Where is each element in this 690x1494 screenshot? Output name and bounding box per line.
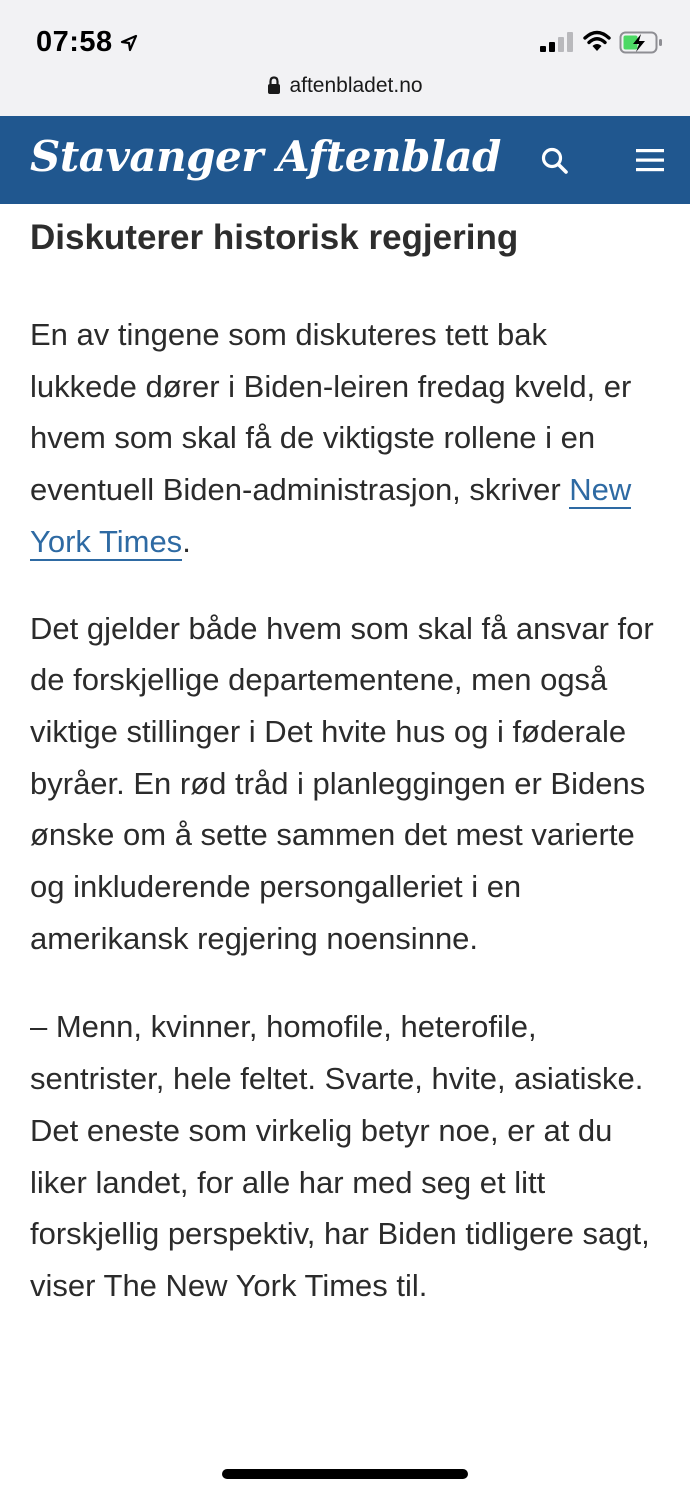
status-bar xyxy=(0,0,690,116)
home-indicator[interactable] xyxy=(222,1469,468,1479)
article-paragraph-2: Det gjelder både hvem som skal få ansvar for de forskjellige departementene, men også viktige stillinger i Det hvite hus og i føderale byråer. En rød tråd i planleggingen er Bidens ønske om å sette sammen det mest varierte og inkluderende persongalleriet i en amerikansk regjering noensinne. xyxy=(30,610,654,956)
lock-icon xyxy=(267,76,281,100)
new-york-times-link[interactable]: New York Times xyxy=(30,472,632,559)
status-time: 07:58 xyxy=(36,26,113,58)
signal-icon xyxy=(540,32,574,52)
article-paragraph-1 xyxy=(30,309,660,568)
article-body xyxy=(30,204,660,1312)
address-bar[interactable] xyxy=(0,74,690,100)
url-text: aftenbladet.no xyxy=(289,74,423,97)
wifi-icon xyxy=(583,30,611,57)
battery-charging-icon xyxy=(619,31,663,60)
search-icon xyxy=(538,144,572,178)
search-button[interactable] xyxy=(538,144,572,178)
paragraph-1-end: . xyxy=(182,523,191,559)
article-paragraph-3: – Menn, kvinner, homofile, heterofile, sentrister, hele feltet. Svarte, hvite, asiatiske. Det eneste som virkelig betyr noe, er at du liker landet, for alle har med seg et litt forskjellig perspektiv, har Biden tidligere sagt, viser The New York Times til. xyxy=(30,1009,650,1303)
site-header xyxy=(0,116,690,204)
site-logo[interactable]: Stavanger Aftenblad xyxy=(30,132,501,181)
location-arrow-icon xyxy=(120,34,138,57)
article-heading: Diskuterer historisk regjering xyxy=(30,218,519,257)
paragraph-1-text: En av tingene som diskuteres tett bak lukkede dører i Biden-leiren fredag kveld, er hvem som skal få de viktigste rollene i en eventuell Biden-administrasjon, skriver xyxy=(30,317,632,508)
menu-icon xyxy=(634,146,666,174)
menu-button[interactable] xyxy=(634,146,666,174)
